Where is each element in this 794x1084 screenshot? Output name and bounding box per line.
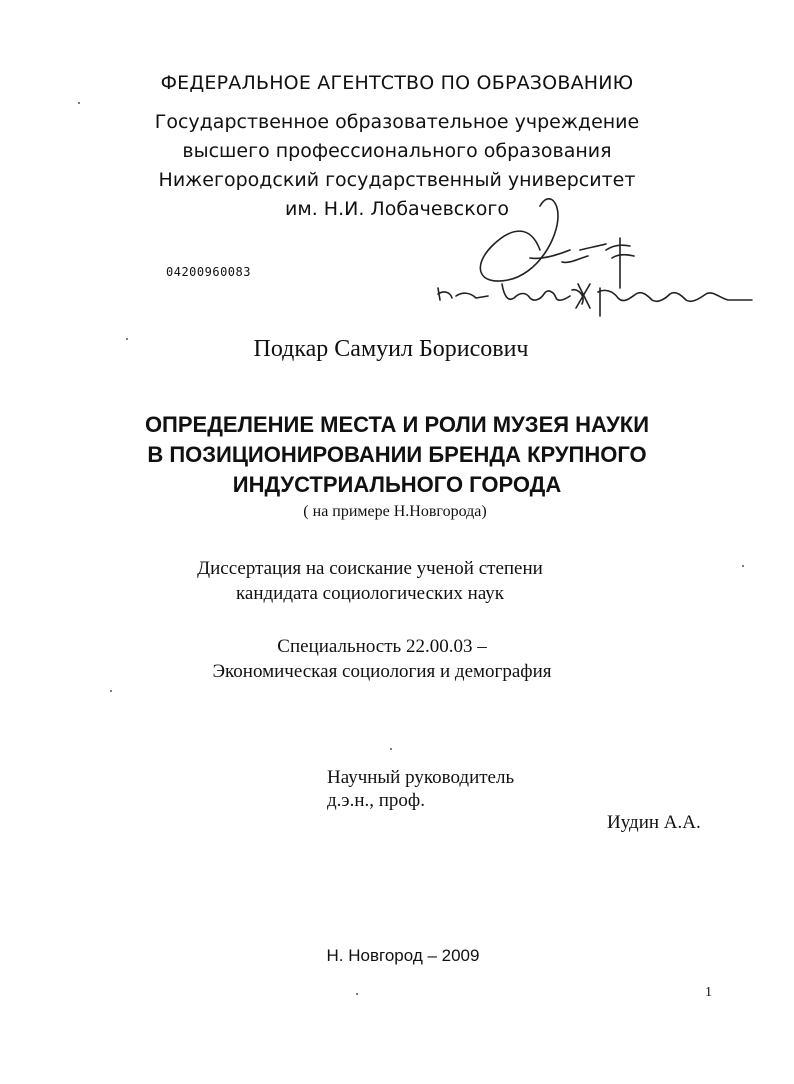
degree-line-1: Диссертация на соискание ученой степени xyxy=(197,558,543,579)
supervisor-degree: д.э.н., проф. xyxy=(327,790,425,811)
scan-speck xyxy=(390,748,392,750)
scan-speck xyxy=(356,993,358,995)
supervisor-name: Иудин А.А. xyxy=(607,812,701,833)
institution-line-3: Нижегородский государственный университет xyxy=(158,169,636,191)
specialty-line-1: Специальность 22.00.03 – xyxy=(277,636,487,657)
title-line-2: В ПОЗИЦИОНИРОВАНИИ БРЕНДА КРУПНОГО xyxy=(147,442,647,467)
specialty-block xyxy=(0,634,779,684)
degree-line-2: кандидата социологических наук xyxy=(235,583,505,604)
title-line-1: ОПРЕДЕЛЕНИЕ МЕСТА И РОЛИ МУЗЕЯ НАУКИ xyxy=(144,412,650,437)
author-name: Подкар Самуил Борисович xyxy=(253,336,529,362)
scan-speck xyxy=(78,102,80,104)
scan-speck xyxy=(742,565,744,567)
institution-line-1: Государственное образовательное учреждение xyxy=(154,111,640,133)
degree-block xyxy=(0,556,767,606)
scan-speck xyxy=(126,338,128,340)
institution-line-4: им. Н.И. Лобачевского xyxy=(285,198,509,220)
archive-code: 04200960083 xyxy=(166,265,251,279)
title-subtitle: ( на примере Н.Новгорода) xyxy=(303,503,487,520)
agency-heading: ФЕДЕРАЛЬНОЕ АГЕНТСТВО ПО ОБРАЗОВАНИЮ xyxy=(160,72,634,94)
title-line-3: ИНДУСТРИАЛЬНОГО ГОРОДА xyxy=(232,472,562,497)
supervisor-role: Научный руководитель xyxy=(327,767,515,788)
page-number: 1 xyxy=(705,985,712,1000)
institution-line-2: высшего профессионального образования xyxy=(182,140,612,162)
specialty-line-2: Экономическая социология и демография xyxy=(212,661,552,682)
city-year: Н. Новгород – 2009 xyxy=(326,946,480,965)
scan-speck xyxy=(110,690,112,692)
dissertation-title xyxy=(0,410,794,500)
handwritten-signature xyxy=(430,188,760,323)
